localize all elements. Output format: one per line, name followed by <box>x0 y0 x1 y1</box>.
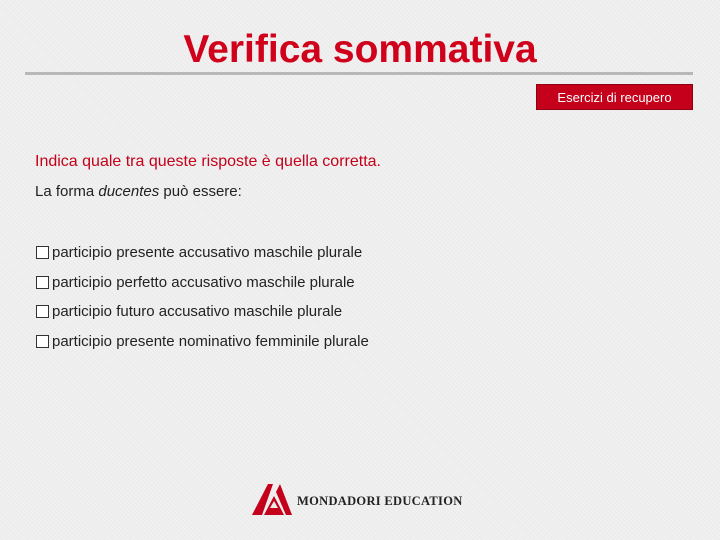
answer-option-label: participio presente nominativo femminile plurale <box>52 332 369 350</box>
answer-options <box>36 238 369 356</box>
prompt-term: ducentes <box>98 183 160 200</box>
publisher-name: MONDADORI EDUCATION <box>297 493 463 508</box>
checkbox-icon[interactable] <box>36 246 49 259</box>
answer-option[interactable] <box>36 268 369 298</box>
answer-option[interactable] <box>36 238 369 268</box>
answer-option[interactable] <box>36 297 369 327</box>
question-text: Indica quale tra queste risposte è quella corretta. <box>35 153 381 170</box>
prompt-before: La forma <box>35 183 99 200</box>
slide-title: Verifica sommativa <box>183 28 537 71</box>
checkbox-icon[interactable] <box>36 276 49 289</box>
prompt-text <box>35 183 242 200</box>
publisher-logo-icon <box>250 482 294 516</box>
checkbox-icon[interactable] <box>36 305 49 318</box>
answer-option-label: participio presente accusativo maschile plurale <box>52 244 363 262</box>
prompt-after: può essere: <box>159 183 242 200</box>
answer-option-label: participio perfetto accusativo maschile plurale <box>52 273 355 291</box>
title-divider <box>25 72 693 75</box>
publisher-logo <box>250 482 463 516</box>
answer-option-label: participio futuro accusativo maschile plurale <box>52 303 343 321</box>
answer-option[interactable] <box>36 327 369 357</box>
recovery-exercises-button[interactable]: Esercizi di recupero <box>536 84 693 110</box>
checkbox-icon[interactable] <box>36 335 49 348</box>
